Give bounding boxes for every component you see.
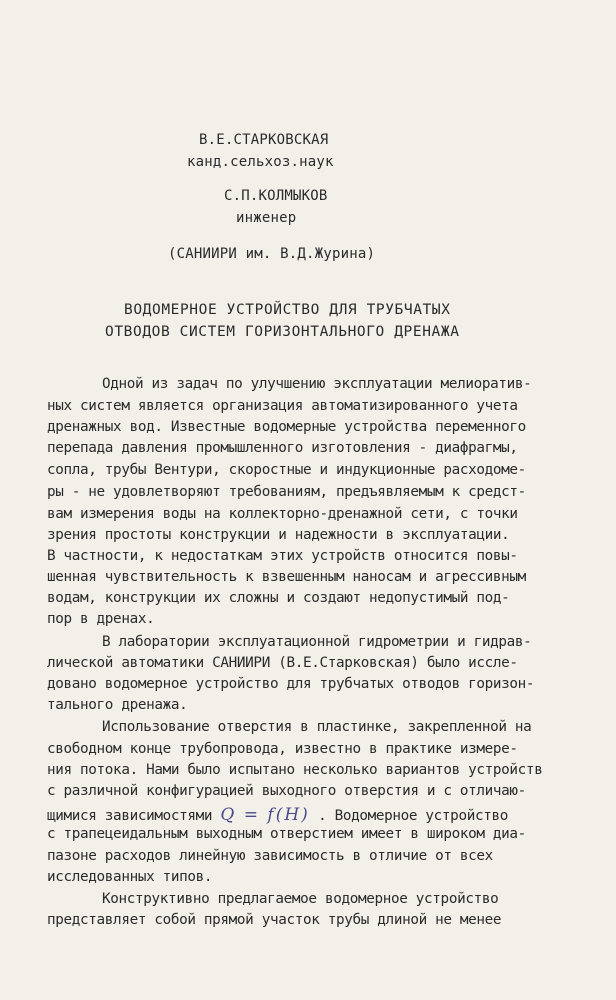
body-line: с трапецеидальным выходным отверстием имеет в широком диа- [47,826,526,842]
body-line: водам, конструкции их сложны и создают недопустимый под- [47,590,510,606]
body-line: В лаборатории эксплуатационной гидрометрии и гидрав- [102,634,532,650]
body-line: исследованных типов. [47,869,213,885]
body-line: зрения простоты конструкции и надежности в эксплуатации. [47,527,510,543]
institution: (САНИИРИ им. В.Д.Журина) [168,246,376,262]
body-text: щимися зависимостями [47,808,213,824]
handwritten-formula: Q = f(H) [220,805,310,825]
body-line: с различной конфигурацией выходного отверстия и с отличаю- [47,783,526,799]
author1-name: В.Е.СТАРКОВСКАЯ [199,132,329,148]
body-line: Использование отверстия в пластинке, закрепленной на [102,719,532,735]
body-line: тального дренажа. [47,697,188,713]
body-line: представляет собой прямой участок трубы длиной не менее [47,912,502,928]
body-line: довано водомерное устройство для трубчатых отводов горизон- [47,676,535,692]
body-line: пор в дренах. [47,611,155,627]
body-line: дренажных вод. Известные водомерные устройства переменного [47,419,526,435]
body-line-with-formula [47,805,508,825]
body-line: вам измерения воды на коллекторно-дренажной сети, с точки [47,506,518,522]
body-line: сопла, трубы Вентури, скоростные и индукционные расходоме- [47,462,526,478]
author1-title: канд.сельхоз.наук [187,154,334,170]
body-line: шенная чувствительность к взвешенным наносам и агрессивным [47,569,526,585]
body-line: ры - не удовлетворяют требованиям, предъявляемым к средст- [47,484,526,500]
body-line: ных систем является организация автоматизированного учета [47,398,518,414]
body-line: лической автоматики САНИИРИ (В.Е.Старковская) было иссле- [47,655,518,671]
author2-name: С.П.КОЛМЫКОВ [224,188,328,204]
body-line: пазоне расходов линейную зависимость в отличие от всех [47,848,493,864]
body-line: ния потока. Нами было испытано несколько вариантов устройств [47,762,543,778]
body-line: В частности, к недостаткам этих устройств относится повы- [47,548,518,564]
body-line: свободном конце трубопровода, известно в практике измере- [47,741,518,757]
body-text: . Водомерное устройство [318,808,508,824]
document-title-line-1: ВОДОМЕРНОЕ УСТРОЙСТВО ДЛЯ ТРУБЧАТЫХ [124,302,451,318]
body-line: перепада давления промышленного изготовления - диафрагмы, [47,440,518,456]
body-line: Конструктивно предлагаемое водомерное устройство [102,891,499,907]
author2-title: инженер [236,210,297,226]
document-title-line-2: ОТВОДОВ СИСТЕМ ГОРИЗОНТАЛЬНОГО ДРЕНАЖА [105,324,460,340]
body-line: Одной из задач по улучшению эксплуатации мелиоратив- [102,376,532,392]
